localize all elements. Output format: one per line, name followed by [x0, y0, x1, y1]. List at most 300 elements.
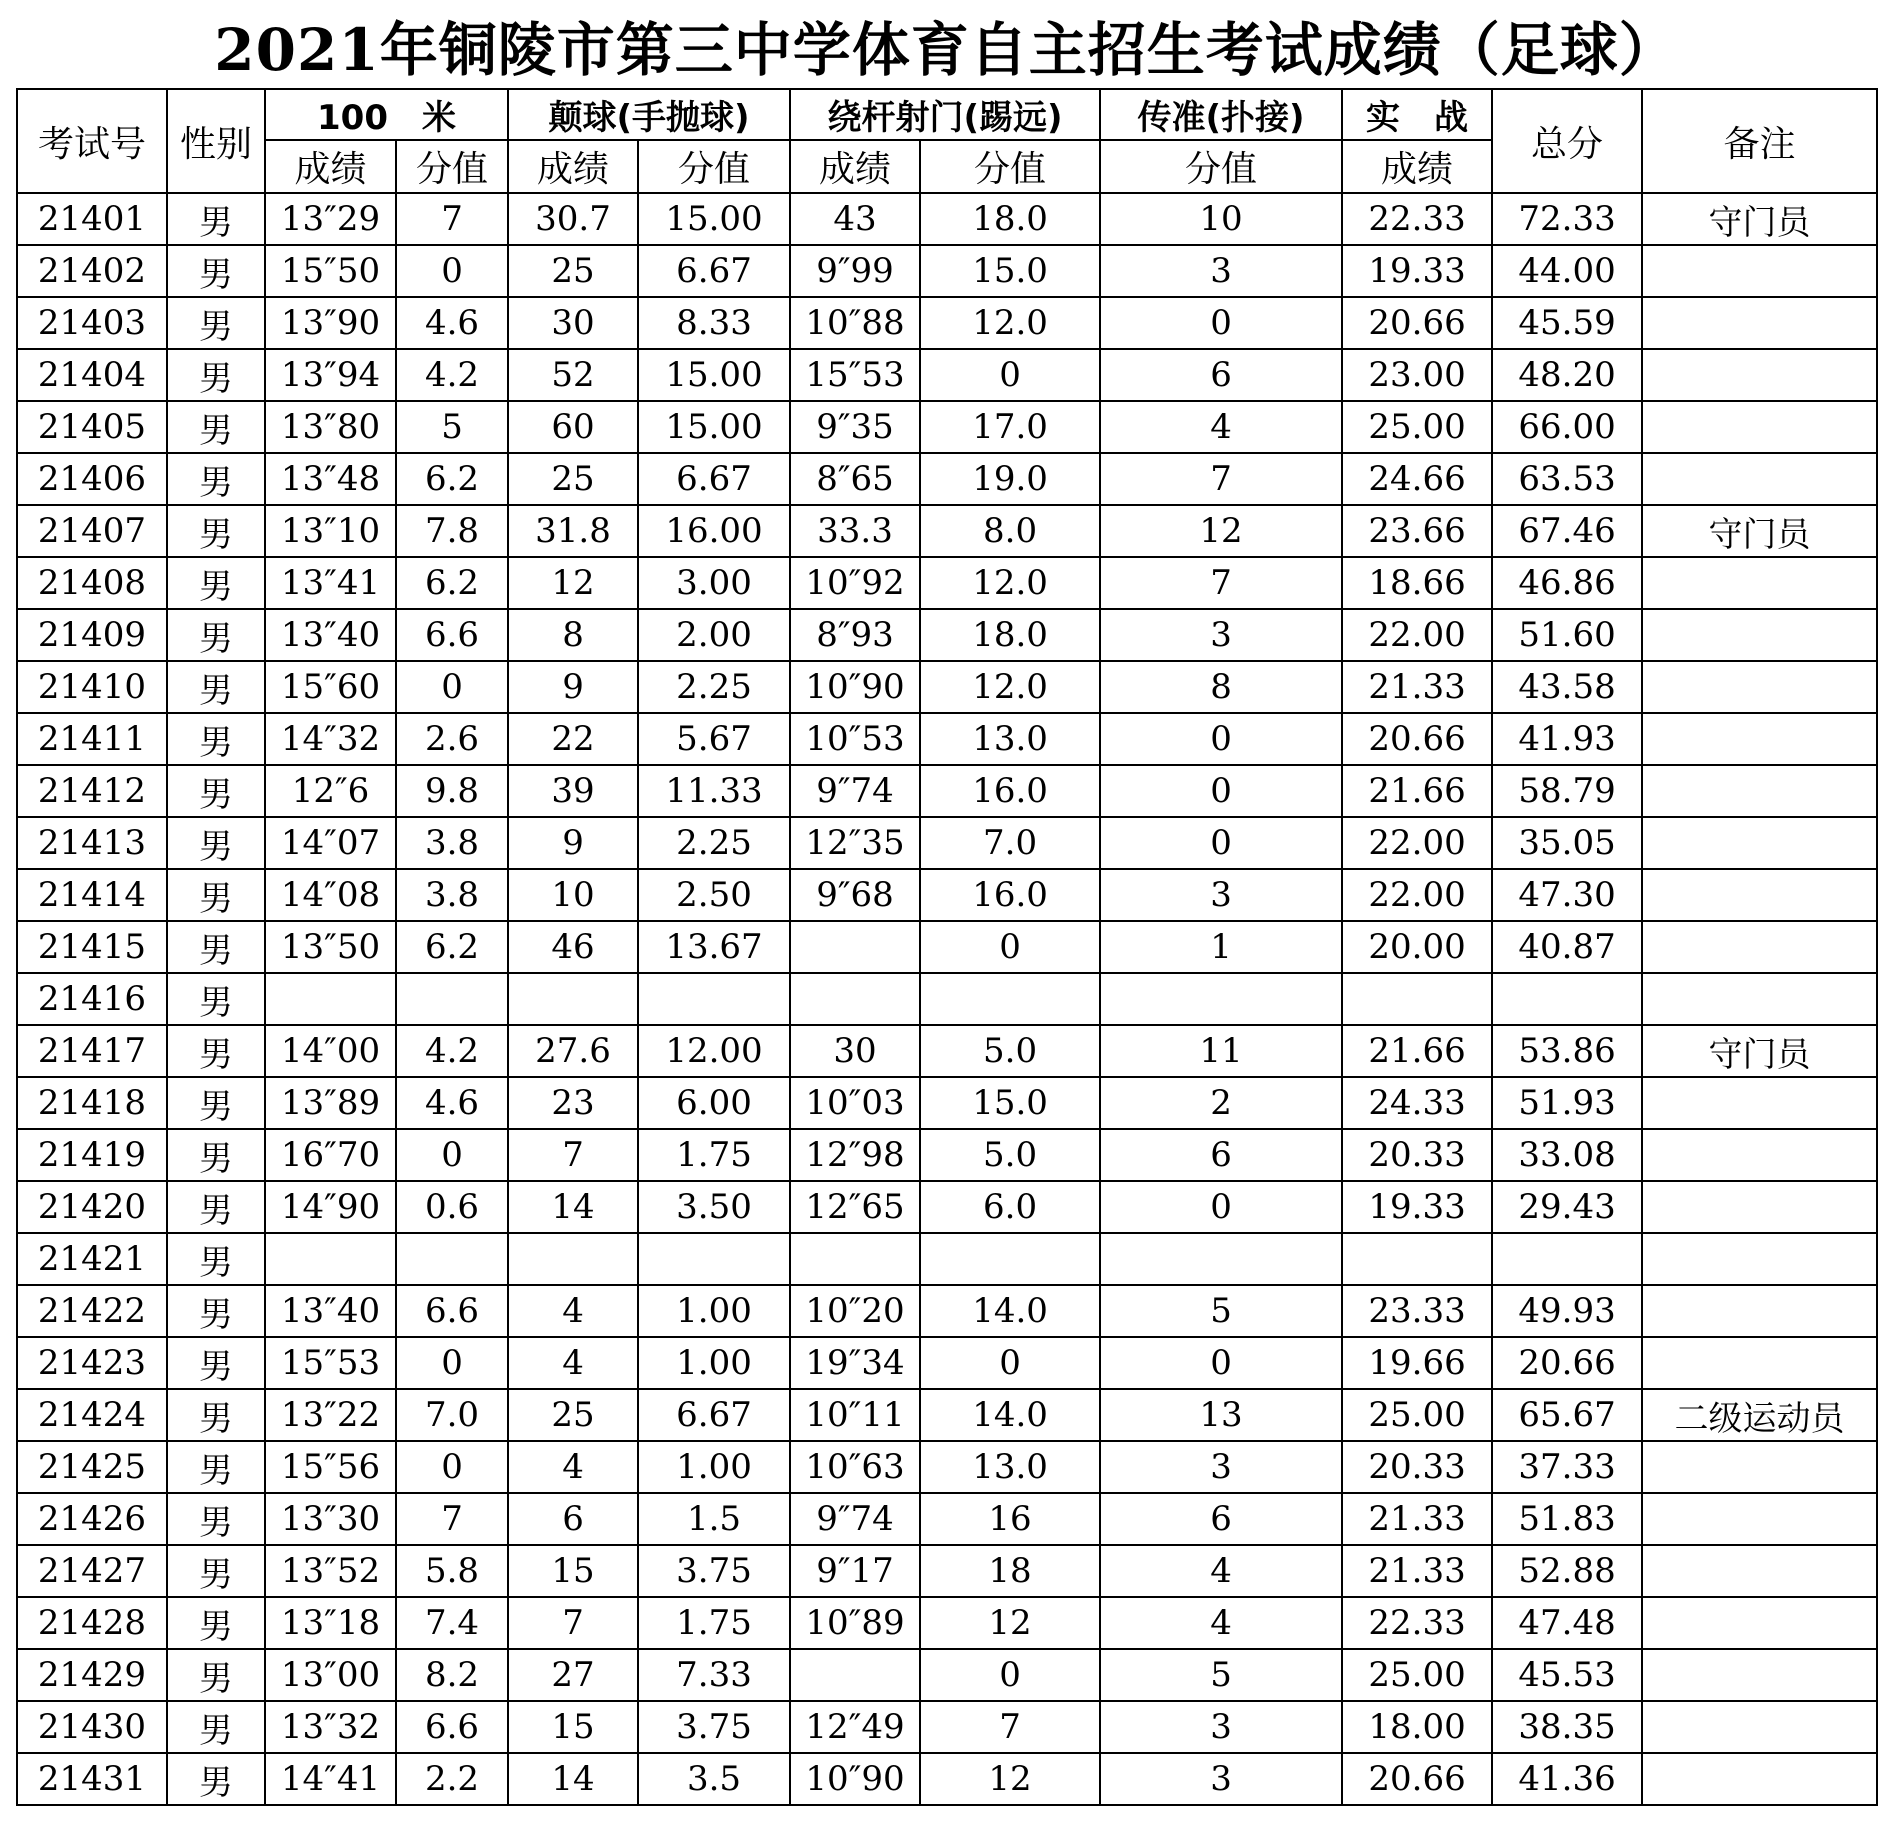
- score-table-body: [17, 193, 1877, 1805]
- cell-gender: 男: [167, 1129, 265, 1181]
- cell-remark: 守门员: [1642, 505, 1877, 557]
- cell-pass-points: [1100, 973, 1342, 1025]
- cell-match-score: [1342, 1233, 1492, 1285]
- cell-remark: [1642, 1337, 1877, 1389]
- cell-dribble-points: 16: [920, 1493, 1100, 1545]
- cell-juggle-score: 27.6: [508, 1025, 638, 1077]
- cell-remark: 二级运动员: [1642, 1389, 1877, 1441]
- cell-100m-score: 13″48: [265, 453, 396, 505]
- cell-pass-points: 6: [1100, 1493, 1342, 1545]
- cell-dribble-points: 0: [920, 921, 1100, 973]
- cell-dribble-score: 12″49: [790, 1701, 920, 1753]
- cell-exam-no: 21417: [17, 1025, 167, 1077]
- header-pass: 传准(扑接): [1100, 89, 1342, 140]
- cell-dribble-points: 16.0: [920, 765, 1100, 817]
- cell-100m-points: 0: [396, 1337, 508, 1389]
- table-row: [17, 1285, 1877, 1337]
- table-row: [17, 921, 1877, 973]
- cell-dribble-points: 6.0: [920, 1181, 1100, 1233]
- cell-dribble-points: 17.0: [920, 401, 1100, 453]
- cell-juggle-score: 25: [508, 453, 638, 505]
- cell-juggle-points: 8.33: [638, 297, 790, 349]
- cell-100m-points: 6.2: [396, 453, 508, 505]
- cell-remark: [1642, 1285, 1877, 1337]
- cell-dribble-points: 7.0: [920, 817, 1100, 869]
- cell-gender: 男: [167, 1025, 265, 1077]
- cell-pass-points: [1100, 1233, 1342, 1285]
- cell-100m-points: 7.8: [396, 505, 508, 557]
- table-row: [17, 609, 1877, 661]
- cell-remark: [1642, 1597, 1877, 1649]
- cell-total: 46.86: [1492, 557, 1642, 609]
- cell-juggle-points: 1.00: [638, 1441, 790, 1493]
- cell-match-score: 22.33: [1342, 1597, 1492, 1649]
- cell-exam-no: 21419: [17, 1129, 167, 1181]
- cell-juggle-score: 15: [508, 1545, 638, 1597]
- cell-dribble-points: 18.0: [920, 609, 1100, 661]
- cell-juggle-score: 4: [508, 1337, 638, 1389]
- cell-match-score: 22.33: [1342, 193, 1492, 245]
- cell-pass-points: 3: [1100, 609, 1342, 661]
- cell-100m-score: 13″30: [265, 1493, 396, 1545]
- header-juggle: 颠球(手抛球): [508, 89, 790, 140]
- cell-100m-points: 7.4: [396, 1597, 508, 1649]
- cell-total: 53.86: [1492, 1025, 1642, 1077]
- cell-exam-no: 21403: [17, 297, 167, 349]
- cell-juggle-points: 5.67: [638, 713, 790, 765]
- cell-dribble-points: [920, 1233, 1100, 1285]
- cell-total: 67.46: [1492, 505, 1642, 557]
- cell-match-score: 23.00: [1342, 349, 1492, 401]
- cell-remark: [1642, 713, 1877, 765]
- cell-100m-points: 0: [396, 245, 508, 297]
- cell-100m-score: 14″08: [265, 869, 396, 921]
- cell-pass-points: 0: [1100, 1181, 1342, 1233]
- cell-100m-points: 0: [396, 1441, 508, 1493]
- cell-match-score: 19.66: [1342, 1337, 1492, 1389]
- cell-dribble-score: 12″65: [790, 1181, 920, 1233]
- cell-dribble-points: 12: [920, 1753, 1100, 1805]
- cell-100m-points: 2.6: [396, 713, 508, 765]
- header-row-1: [17, 89, 1877, 140]
- cell-total: 20.66: [1492, 1337, 1642, 1389]
- cell-exam-no: 21413: [17, 817, 167, 869]
- cell-total: 48.20: [1492, 349, 1642, 401]
- cell-gender: 男: [167, 817, 265, 869]
- cell-remark: [1642, 557, 1877, 609]
- cell-match-score: 21.33: [1342, 1545, 1492, 1597]
- cell-total: 47.30: [1492, 869, 1642, 921]
- cell-dribble-score: 15″53: [790, 349, 920, 401]
- cell-exam-no: 21407: [17, 505, 167, 557]
- cell-exam-no: 21423: [17, 1337, 167, 1389]
- cell-dribble-points: 18: [920, 1545, 1100, 1597]
- cell-match-score: 22.00: [1342, 817, 1492, 869]
- cell-juggle-score: 30: [508, 297, 638, 349]
- cell-juggle-score: 30.7: [508, 193, 638, 245]
- cell-match-score: 20.66: [1342, 297, 1492, 349]
- cell-100m-score: 13″89: [265, 1077, 396, 1129]
- cell-100m-points: 4.2: [396, 349, 508, 401]
- cell-gender: 男: [167, 973, 265, 1025]
- cell-100m-points: 6.6: [396, 1701, 508, 1753]
- cell-juggle-points: 1.00: [638, 1337, 790, 1389]
- cell-100m-points: 8.2: [396, 1649, 508, 1701]
- cell-dribble-score: 8″65: [790, 453, 920, 505]
- table-row: [17, 713, 1877, 765]
- cell-match-score: 20.66: [1342, 713, 1492, 765]
- cell-pass-points: 13: [1100, 1389, 1342, 1441]
- cell-match-score: 18.66: [1342, 557, 1492, 609]
- cell-gender: 男: [167, 505, 265, 557]
- cell-dribble-points: 5.0: [920, 1129, 1100, 1181]
- cell-100m-score: 13″90: [265, 297, 396, 349]
- cell-dribble-points: 5.0: [920, 1025, 1100, 1077]
- table-row: [17, 1181, 1877, 1233]
- cell-match-score: 25.00: [1342, 1389, 1492, 1441]
- table-row: [17, 1753, 1877, 1805]
- cell-match-score: 20.66: [1342, 1753, 1492, 1805]
- cell-match-score: 22.00: [1342, 869, 1492, 921]
- cell-gender: 男: [167, 609, 265, 661]
- cell-dribble-score: 30: [790, 1025, 920, 1077]
- cell-exam-no: 21426: [17, 1493, 167, 1545]
- cell-gender: 男: [167, 1493, 265, 1545]
- cell-pass-points: 3: [1100, 245, 1342, 297]
- cell-juggle-points: 11.33: [638, 765, 790, 817]
- cell-pass-points: 6: [1100, 1129, 1342, 1181]
- cell-gender: 男: [167, 453, 265, 505]
- cell-100m-points: 4.6: [396, 297, 508, 349]
- cell-juggle-points: 3.75: [638, 1701, 790, 1753]
- cell-dribble-score: 8″93: [790, 609, 920, 661]
- cell-pass-points: 0: [1100, 1337, 1342, 1389]
- cell-juggle-score: 23: [508, 1077, 638, 1129]
- cell-juggle-score: [508, 1233, 638, 1285]
- cell-match-score: 24.66: [1342, 453, 1492, 505]
- cell-exam-no: 21422: [17, 1285, 167, 1337]
- cell-100m-score: 16″70: [265, 1129, 396, 1181]
- table-row: [17, 661, 1877, 713]
- table-row: [17, 1077, 1877, 1129]
- cell-total: 43.58: [1492, 661, 1642, 713]
- cell-juggle-points: 6.67: [638, 453, 790, 505]
- cell-dribble-points: 15.0: [920, 245, 1100, 297]
- cell-dribble-score: 9″74: [790, 765, 920, 817]
- table-row: [17, 973, 1877, 1025]
- cell-juggle-score: 4: [508, 1441, 638, 1493]
- cell-exam-no: 21431: [17, 1753, 167, 1805]
- cell-gender: 男: [167, 713, 265, 765]
- cell-juggle-points: 15.00: [638, 193, 790, 245]
- cell-juggle-points: 1.75: [638, 1129, 790, 1181]
- cell-exam-no: 21415: [17, 921, 167, 973]
- cell-dribble-score: 10″92: [790, 557, 920, 609]
- table-row: [17, 505, 1877, 557]
- cell-dribble-score: 10″11: [790, 1389, 920, 1441]
- cell-pass-points: 3: [1100, 1753, 1342, 1805]
- cell-gender: 男: [167, 1337, 265, 1389]
- cell-total: 47.48: [1492, 1597, 1642, 1649]
- cell-juggle-score: 8: [508, 609, 638, 661]
- cell-match-score: 23.66: [1342, 505, 1492, 557]
- cell-juggle-points: 12.00: [638, 1025, 790, 1077]
- cell-match-score: 24.33: [1342, 1077, 1492, 1129]
- cell-remark: [1642, 973, 1877, 1025]
- cell-dribble-points: 12.0: [920, 297, 1100, 349]
- cell-match-score: 25.00: [1342, 1649, 1492, 1701]
- header-match-score: 成绩: [1342, 140, 1492, 193]
- cell-exam-no: 21409: [17, 609, 167, 661]
- cell-remark: [1642, 1233, 1877, 1285]
- table-row: [17, 1649, 1877, 1701]
- cell-exam-no: 21410: [17, 661, 167, 713]
- cell-dribble-points: 14.0: [920, 1389, 1100, 1441]
- cell-match-score: 19.33: [1342, 245, 1492, 297]
- cell-100m-points: 4.2: [396, 1025, 508, 1077]
- cell-juggle-score: 12: [508, 557, 638, 609]
- cell-juggle-points: 15.00: [638, 349, 790, 401]
- cell-gender: 男: [167, 1233, 265, 1285]
- cell-gender: 男: [167, 401, 265, 453]
- cell-dribble-score: 10″89: [790, 1597, 920, 1649]
- cell-pass-points: 6: [1100, 349, 1342, 401]
- cell-gender: 男: [167, 349, 265, 401]
- cell-100m-score: 14″32: [265, 713, 396, 765]
- cell-remark: [1642, 661, 1877, 713]
- cell-total: 49.93: [1492, 1285, 1642, 1337]
- cell-gender: 男: [167, 245, 265, 297]
- table-row: [17, 401, 1877, 453]
- cell-gender: 男: [167, 921, 265, 973]
- cell-pass-points: 10: [1100, 193, 1342, 245]
- cell-dribble-points: 0: [920, 1649, 1100, 1701]
- cell-juggle-points: [638, 973, 790, 1025]
- header-dribble-points: 分值: [920, 140, 1100, 193]
- cell-dribble-score: 10″90: [790, 1753, 920, 1805]
- cell-dribble-score: 9″17: [790, 1545, 920, 1597]
- cell-remark: [1642, 1649, 1877, 1701]
- cell-100m-points: 7: [396, 193, 508, 245]
- cell-exam-no: 21412: [17, 765, 167, 817]
- cell-gender: 男: [167, 1285, 265, 1337]
- cell-dribble-score: 12″98: [790, 1129, 920, 1181]
- cell-remark: [1642, 245, 1877, 297]
- cell-100m-score: 15″60: [265, 661, 396, 713]
- cell-exam-no: 21427: [17, 1545, 167, 1597]
- cell-exam-no: 21408: [17, 557, 167, 609]
- cell-juggle-score: 14: [508, 1181, 638, 1233]
- cell-juggle-points: 1.5: [638, 1493, 790, 1545]
- cell-juggle-score: 25: [508, 245, 638, 297]
- cell-dribble-points: 8.0: [920, 505, 1100, 557]
- cell-remark: [1642, 1181, 1877, 1233]
- cell-total: 51.83: [1492, 1493, 1642, 1545]
- cell-total: 29.43: [1492, 1181, 1642, 1233]
- cell-match-score: 19.33: [1342, 1181, 1492, 1233]
- cell-match-score: 21.66: [1342, 765, 1492, 817]
- cell-total: [1492, 1233, 1642, 1285]
- header-match: 实 战: [1342, 89, 1492, 140]
- table-row: [17, 1389, 1877, 1441]
- cell-remark: [1642, 401, 1877, 453]
- cell-remark: 守门员: [1642, 193, 1877, 245]
- cell-dribble-points: [920, 973, 1100, 1025]
- cell-match-score: 25.00: [1342, 401, 1492, 453]
- cell-dribble-points: 15.0: [920, 1077, 1100, 1129]
- cell-juggle-score: 46: [508, 921, 638, 973]
- cell-exam-no: 21424: [17, 1389, 167, 1441]
- cell-match-score: 22.00: [1342, 609, 1492, 661]
- cell-100m-score: 13″41: [265, 557, 396, 609]
- cell-juggle-score: [508, 973, 638, 1025]
- cell-dribble-points: 13.0: [920, 713, 1100, 765]
- cell-total: 51.60: [1492, 609, 1642, 661]
- cell-dribble-points: 19.0: [920, 453, 1100, 505]
- cell-total: 40.87: [1492, 921, 1642, 973]
- cell-gender: 男: [167, 1077, 265, 1129]
- cell-juggle-points: 6.67: [638, 245, 790, 297]
- cell-juggle-points: 2.00: [638, 609, 790, 661]
- cell-pass-points: 7: [1100, 453, 1342, 505]
- cell-gender: 男: [167, 1597, 265, 1649]
- header-exam-no: 考试号: [17, 89, 167, 193]
- cell-dribble-points: 12: [920, 1597, 1100, 1649]
- table-row: [17, 1701, 1877, 1753]
- cell-total: 41.36: [1492, 1753, 1642, 1805]
- header-dribble-shoot: 绕杆射门(踢远): [790, 89, 1100, 140]
- cell-100m-score: [265, 973, 396, 1025]
- cell-100m-points: 5: [396, 401, 508, 453]
- cell-juggle-points: 1.75: [638, 1597, 790, 1649]
- cell-exam-no: 21411: [17, 713, 167, 765]
- cell-100m-score: 13″50: [265, 921, 396, 973]
- cell-exam-no: 21425: [17, 1441, 167, 1493]
- cell-juggle-score: 27: [508, 1649, 638, 1701]
- cell-100m-score: [265, 1233, 396, 1285]
- cell-pass-points: 7: [1100, 557, 1342, 609]
- cell-total: 35.05: [1492, 817, 1642, 869]
- cell-total: 45.53: [1492, 1649, 1642, 1701]
- cell-100m-score: 14″90: [265, 1181, 396, 1233]
- cell-total: 65.67: [1492, 1389, 1642, 1441]
- cell-exam-no: 21414: [17, 869, 167, 921]
- table-row: [17, 1597, 1877, 1649]
- cell-pass-points: 4: [1100, 401, 1342, 453]
- cell-dribble-score: [790, 921, 920, 973]
- cell-100m-points: 9.8: [396, 765, 508, 817]
- cell-remark: [1642, 609, 1877, 661]
- cell-100m-score: 13″10: [265, 505, 396, 557]
- cell-juggle-score: 7: [508, 1597, 638, 1649]
- cell-gender: 男: [167, 297, 265, 349]
- cell-juggle-points: 6.00: [638, 1077, 790, 1129]
- header-gender: 性别: [167, 89, 265, 193]
- cell-pass-points: 0: [1100, 765, 1342, 817]
- cell-pass-points: 5: [1100, 1285, 1342, 1337]
- table-row: [17, 1025, 1877, 1077]
- cell-100m-score: 15″56: [265, 1441, 396, 1493]
- cell-remark: [1642, 1493, 1877, 1545]
- cell-100m-points: 6.6: [396, 1285, 508, 1337]
- cell-exam-no: 21402: [17, 245, 167, 297]
- cell-dribble-points: 7: [920, 1701, 1100, 1753]
- cell-gender: 男: [167, 1389, 265, 1441]
- cell-juggle-score: 31.8: [508, 505, 638, 557]
- cell-total: [1492, 973, 1642, 1025]
- cell-pass-points: 4: [1100, 1597, 1342, 1649]
- cell-juggle-points: 2.25: [638, 661, 790, 713]
- cell-100m-score: 13″22: [265, 1389, 396, 1441]
- cell-remark: [1642, 1441, 1877, 1493]
- cell-juggle-points: 3.50: [638, 1181, 790, 1233]
- cell-100m-score: 13″40: [265, 1285, 396, 1337]
- cell-exam-no: 21401: [17, 193, 167, 245]
- cell-dribble-score: 33.3: [790, 505, 920, 557]
- cell-gender: 男: [167, 1181, 265, 1233]
- cell-gender: 男: [167, 1753, 265, 1805]
- table-row: [17, 349, 1877, 401]
- cell-remark: [1642, 1129, 1877, 1181]
- cell-dribble-score: 10″20: [790, 1285, 920, 1337]
- cell-100m-points: 6.6: [396, 609, 508, 661]
- cell-juggle-score: 60: [508, 401, 638, 453]
- cell-dribble-points: 14.0: [920, 1285, 1100, 1337]
- cell-juggle-points: 3.00: [638, 557, 790, 609]
- cell-dribble-points: 13.0: [920, 1441, 1100, 1493]
- cell-100m-score: 13″32: [265, 1701, 396, 1753]
- header-total: 总分: [1492, 89, 1642, 193]
- cell-juggle-score: 4: [508, 1285, 638, 1337]
- cell-total: 52.88: [1492, 1545, 1642, 1597]
- cell-exam-no: 21420: [17, 1181, 167, 1233]
- cell-100m-points: 7.0: [396, 1389, 508, 1441]
- table-row: [17, 453, 1877, 505]
- cell-100m-score: 13″94: [265, 349, 396, 401]
- cell-dribble-score: [790, 973, 920, 1025]
- header-pass-points: 分值: [1100, 140, 1342, 193]
- table-row: [17, 1233, 1877, 1285]
- cell-juggle-points: 13.67: [638, 921, 790, 973]
- header-100m: 100 米: [265, 89, 508, 140]
- table-row: [17, 1337, 1877, 1389]
- cell-gender: 男: [167, 1441, 265, 1493]
- cell-dribble-score: 9″74: [790, 1493, 920, 1545]
- page-title: 2021年铜陵市第三中学体育自主招生考试成绩（足球）: [214, 16, 1678, 84]
- cell-juggle-points: 7.33: [638, 1649, 790, 1701]
- cell-exam-no: 21406: [17, 453, 167, 505]
- cell-dribble-score: 10″88: [790, 297, 920, 349]
- header-remark: 备注: [1642, 89, 1877, 193]
- cell-100m-points: 2.2: [396, 1753, 508, 1805]
- header-juggle-score: 成绩: [508, 140, 638, 193]
- cell-dribble-points: 0: [920, 349, 1100, 401]
- cell-remark: [1642, 765, 1877, 817]
- cell-100m-points: 5.8: [396, 1545, 508, 1597]
- cell-total: 41.93: [1492, 713, 1642, 765]
- cell-total: 51.93: [1492, 1077, 1642, 1129]
- cell-match-score: 23.33: [1342, 1285, 1492, 1337]
- cell-pass-points: 3: [1100, 869, 1342, 921]
- table-row: [17, 765, 1877, 817]
- cell-100m-points: 7: [396, 1493, 508, 1545]
- header-100m-points: 分值: [396, 140, 508, 193]
- cell-100m-points: 0: [396, 1129, 508, 1181]
- cell-dribble-points: 16.0: [920, 869, 1100, 921]
- cell-total: 72.33: [1492, 193, 1642, 245]
- cell-gender: 男: [167, 1545, 265, 1597]
- cell-100m-score: 12″6: [265, 765, 396, 817]
